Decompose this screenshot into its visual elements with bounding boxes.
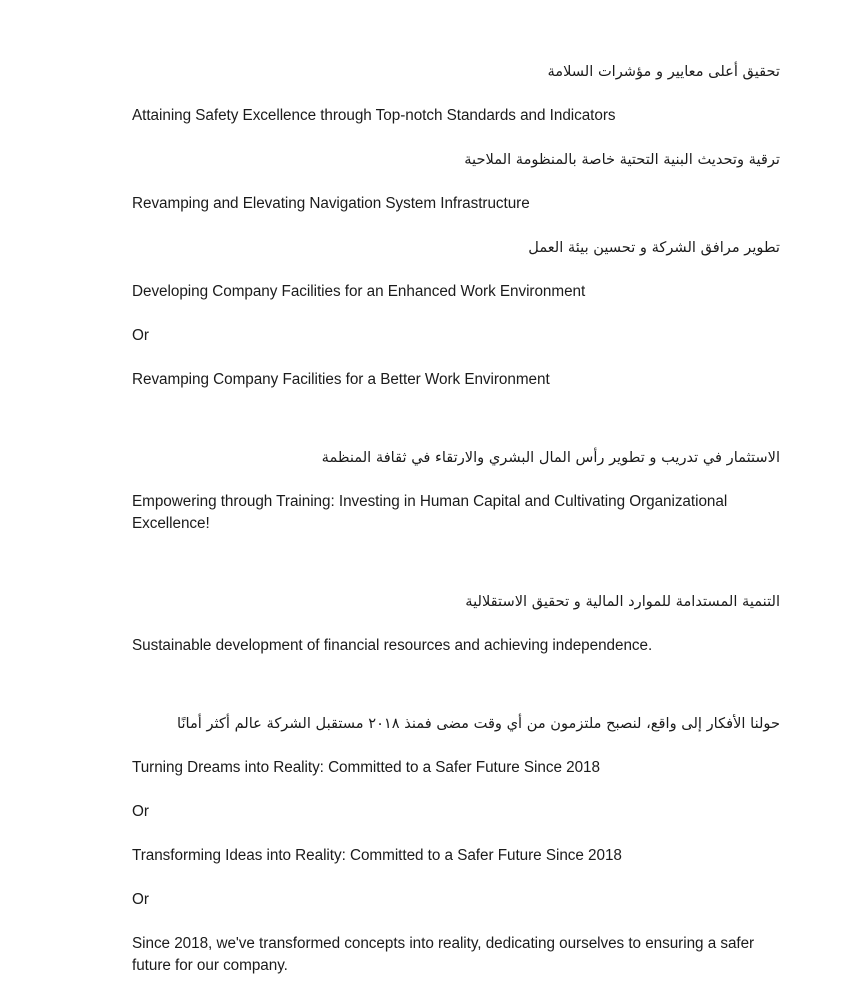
english-slogan: Developing Company Facilities for an Enhanced Work Environment [132, 283, 586, 300]
english-slogan: Attaining Safety Excellence through Top-notch Standards and Indicators [132, 107, 616, 124]
slogan-group-sustainable-financial-development [132, 580, 780, 668]
section-gap [132, 668, 780, 702]
arabic-slogan: تحقيق أعلى معايير و مؤشرات السلامة [547, 63, 780, 80]
slogan-group-safety-excellence [132, 50, 780, 138]
english-slogan: Sustainable development of financial resources and achieving independence. [132, 637, 653, 654]
english-slogan: Empowering through Training: Investing in Human Capital and Cultivating Organizational Excellence! [132, 493, 732, 532]
section-gap [132, 402, 780, 436]
arabic-slogan: حولنا الأفكار إلى واقع، لنصبح ملتزمون من أي وقت مضى فمنذ ٢٠١٨ مستقبل الشركة عالم أكثر أمانًا [177, 715, 780, 732]
english-slogan-alternate: Revamping Company Facilities for a Better Work Environment [132, 371, 550, 388]
slogan-group-company-facilities [132, 226, 780, 402]
slogan-group-human-capital-training [132, 436, 780, 546]
english-slogan-alternate: Transforming Ideas into Reality: Committed to a Safer Future Since 2018 [132, 847, 622, 864]
section-gap [132, 546, 780, 580]
alternative-connector: Or [132, 327, 149, 344]
alternative-connector: Or [132, 891, 149, 908]
arabic-slogan: الاستثمار في تدريب و تطوير رأس المال البشري والارتقاء في ثقافة المنظمة [321, 449, 780, 466]
arabic-slogan: تطوير مرافق الشركة و تحسين بيئة العمل [528, 239, 780, 256]
alternative-connector: Or [132, 803, 149, 820]
english-slogan: Turning Dreams into Reality: Committed to a Safer Future Since 2018 [132, 759, 600, 776]
arabic-slogan: التنمية المستدامة للموارد المالية و تحقيق الاستقلالية [465, 593, 780, 610]
english-slogan: Revamping and Elevating Navigation System Infrastructure [132, 195, 530, 212]
document-body [132, 50, 780, 988]
slogan-group-navigation-infrastructure [132, 138, 780, 226]
slogan-group-dreams-into-reality [132, 702, 780, 988]
english-slogan-alternate: Since 2018, we've transformed concepts into reality, dedicating ourselves to ensuring a safer future for our company. [132, 935, 759, 974]
arabic-slogan: ترقية وتحديث البنية التحتية خاصة بالمنظومة الملاحية [464, 151, 780, 168]
